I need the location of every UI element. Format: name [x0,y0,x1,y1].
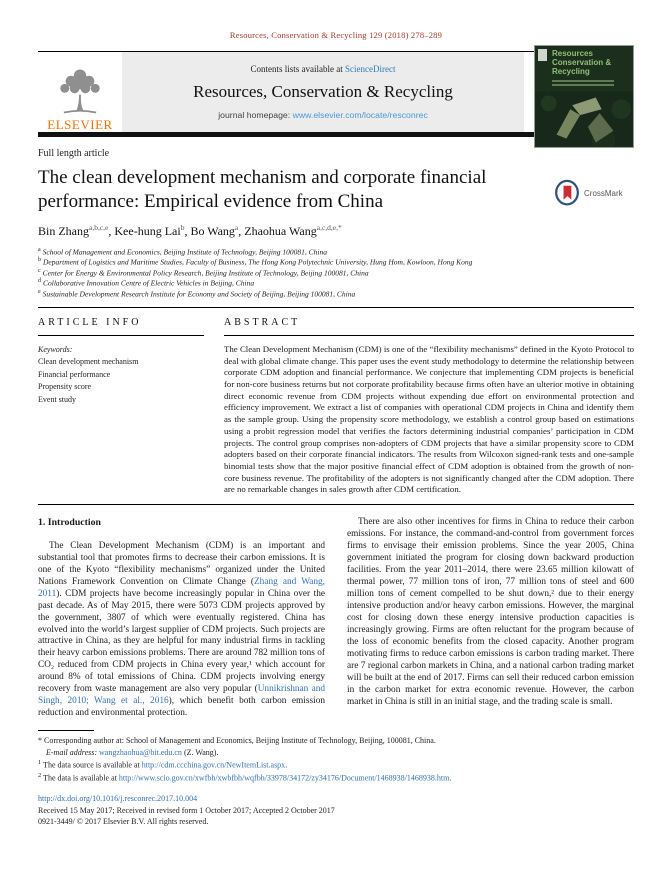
elsevier-logo[interactable] [38,52,122,132]
homepage-link[interactable]: www.elsevier.com/locate/resconrec [292,110,428,120]
doi-link[interactable]: http://dx.doi.org/10.1016/j.resconrec.2017.10.004 [38,794,198,804]
affiliation-text: School of Management and Economics, Beijing Institute of Technology, Beijing 100081, China [42,247,327,257]
cover-recycle-art [535,91,633,147]
citation-line: Resources, Conservation & Recycling 129 (2018) 278–289 [229,30,443,40]
abstract-text: The Clean Development Mechanism (CDM) is one of the “flexibility mechanisms” defined in the Kyoto Protocol to deal with global climate change. This paper uses the event study methodology to determine the relationship between corporate CDM adoption and financial performance. We conjecture that implementing CDM projects is beneficial for non-core business returns but not corporate profitability because firms often have an ulterior motive in obtaining direct economic revenue from CDM projects without expending due effort on environmental protection and efficiency improvement. We extract a list of companies with operational CDM projects in China and identify them as the sample group. Using the propensity score methodology, we establish a control group based on estimations using a probit regression model that verifies the factors determining industrial companies’ participation in CDM projects. The control group comprises non-adopters of CDM projects that have a similar propensity score to CDM adopters based on their corporate financial indicators. The results from Wilcoxon signed-rank tests and one-sample binomial tests show that the major positive financial effect of CDM adoption is obtained from the growth of non-core business revenue. The profitability of the adopters is not significantly changed after the CDM adoption. There are no remarkable changes in sales growth after CDM certification. [224,344,634,495]
email-line [38,747,634,758]
keyword-item: Clean development mechanism [38,357,139,367]
contents-note-text: Contents lists available at [250,64,345,74]
journal-banner [122,52,524,132]
article-footer [38,793,634,828]
abstract-heading: ABSTRACT [224,308,634,336]
abstract-column [224,308,634,496]
intro-heading: 1. Introduction [38,516,101,528]
intro-paragraph: The Clean Development Mechanism (CDM) is an important and substantial tool that promotes firms to decrease their carbon emissions. It is one of the Kyoto “flexibility mechanisms” organized under the United Nations Framework Convention on Climate Change (Zhang and Wang, 2011). CDM projects have become increasingly popular in China over the past decade. As of May 2015, there were 5073 CDM projects approved by the government, 3807 of which were eventually registered. China has evolved into the world’s largest supplier of CDM projects. Such projects are attractive in China, as they are helpful for many industrial firms in tackling their heavy carbon emissions problems. There are around 782 million tons of CO₂ reduced from CDM projects in China every year,¹ which account for around 8% of total emissions of China. CDM projects involving energy recovery from waste management are also very popular (Unnikrishnan and Singh, 2010; Wang et al., 2016), which benefit both carbon emission reduction and environmental protection. [38,540,326,719]
author: Bo Wang$^a$, [190,223,245,239]
keywords-label: Keywords: [38,345,73,355]
footnotes [38,730,634,784]
crossmark-icon [554,179,580,208]
author-sup[interactable]: a [234,223,239,233]
homepage-line [218,110,428,120]
doi-line [38,793,634,805]
email-label: E-mail address: [46,747,100,757]
crossmark-badge[interactable] [554,174,634,213]
body-left-column [38,517,325,720]
affiliation-text: Center for Energy & Environmental Policy Research, Beijing Institute of Technology, Beijing 100081, China [42,268,369,278]
keywords-block [38,344,204,406]
affiliation-line: $^e$ Sustainable Development Research Institute for Economy and Society of Beijing, Beijing 100081, China [38,288,356,299]
contents-note [251,64,396,74]
cover-logo-square [538,49,547,61]
homepage-label: journal homepage: [218,110,293,120]
author-name: Bin Zhang [38,224,89,239]
author-sup[interactable]: a,c,d,e,* [316,223,342,233]
keyword-item: Propensity score [38,382,92,392]
journal-title: Resources, Conservation & Recycling [193,82,453,101]
abstract-divider [38,504,634,505]
affiliation-line: $^d$ Collaborative Innovation Centre of Electric Vehicles in Beijing, China [38,278,255,288]
copyright-line: 0921-3449/ © 2017 Elsevier B.V. All rights reserved. [38,817,209,827]
article-info-column [38,308,204,496]
elsevier-wordmark: ELSEVIER [47,117,113,132]
author-name: Kee-hung Lai [114,224,181,239]
authors-line [38,223,634,239]
keyword-item: Event study [38,394,76,404]
email-link[interactable]: wangzhaohua@bit.edu.cn [99,747,182,757]
citation-link[interactable]: Unnikrishnan and Singh, 2010; Wang et al., 2016 [38,684,326,707]
page-title: The clean development mechanism and corporate financial performance: Empirical evidence from China [38,167,487,212]
author-name: Bo Wang [190,224,235,239]
author-sup[interactable]: b [180,223,185,233]
footnote-2: $^2$ The data is available at http://www.scio.gov.cn/xwfbh/xwbfbh/wqfbh/33978/34172/zy34176/Document/1468938/1468938.htm. [38,772,452,783]
received-line: Received 15 May 2017; Received in revised form 1 October 2017; Accepted 2 October 2017 [38,805,335,815]
author: Bin Zhang$^{a,b,c,e}$, [38,223,115,239]
affiliation-text: Department of Logistics and Maritime Studies, Faculty of Business, The Hong Kong Polytechnic University, Hung Hom, Kowloon, Hong Kong [43,257,473,267]
incentives-paragraph: There are also other incentives for firms in China to reduce their carbon emissions. For instance, the command-and-control from government forces firms to envisage their emission problems. Since the year 2005, China government initiated the program for closing down backward production facilities. From the year 2011–2014, there were 23.65 million kilowatt of thermal power, 77 million tons of iron, 77 million tons of steel and 600 million tons of cement compelled to be shut down,² due to their energy intensive production and/or heavy carbon emissions. However, the marginal cost for closing down these energy intensive production capacities is increasingly growing. Firms are often reluctant for the program because of the loss of economic benefits from the closed capacity. Another program motivating firms to reduce carbon emissions is carbon trading market. There are 7 regional carbon markets in China, and a national carbon trading market will be built at the end of 2017. Firms can sell their reduced carbon emission in the carbon market for extra economic revenue. However, the carbon market in China is still in an initial stage, and the trading scale is small. [347,516,634,707]
email-suffix: (Z. Wang). [181,747,219,757]
affiliation-line: $^a$ School of Management and Economics, Beijing Institute of Technology, Beijing 100081, China [38,247,327,257]
footnote-2-link[interactable]: http://www.scio.gov.cn/xwfbh/xwbfbh/wqfbh/33978/34172/zy34176/Document/1468938/1468938.htm [118,773,450,783]
affiliation-line: $^b$ Department of Logistics and Maritime Studies, Faculty of Business, The Hong Kong Polytechnic University, Hung Hom, Kowloon, Hong Kong [38,257,473,267]
sciencedirect-link[interactable]: ScienceDirect [345,64,396,74]
footnote-1: $^1$ The data source is available at http://cdm.ccchina.gov.cn/NewItemList.aspx. [38,759,288,770]
author-sup[interactable]: a,b,c,e [89,223,109,233]
citation-link[interactable]: Zhang and Wang, 2011 [38,576,325,599]
affiliation-line: $^c$ Center for Energy & Environmental Policy Research, Beijing Institute of Technology, Beijing 100081, China [38,267,369,278]
author: Kee-hung Lai$^b$, [114,223,191,239]
affiliation-text: Collaborative Innovation Centre of Electric Vehicles in Beijing, China [43,278,255,288]
affiliation-text: Sustainable Development Research Institute for Economy and Society of Beijing, Beijing 100081, China [42,289,356,299]
footnote-rule [38,730,94,731]
footnote-1-link[interactable]: http://cdm.ccchina.gov.cn/NewItemList.aspx [141,760,286,770]
keyword-item: Financial performance [38,369,111,379]
author [244,224,341,238]
cover-subtitle-lines [552,80,614,88]
cover-title: Resources Conservation & Recycling [552,49,612,76]
corresponding-author-note: * Corresponding author at: School of Management and Economics, Beijing Institute of Technology, Beijing, 100081, China. [38,736,436,746]
journal-cover[interactable] [534,45,634,148]
elsevier-tree-icon [53,65,107,117]
crossmark-label: CrossMark [584,189,623,199]
article-type: Full length article [38,148,110,159]
affiliations [38,247,634,299]
body-right-column [347,517,634,720]
header-box [38,51,634,137]
author-name: Zhaohua Wang [244,224,317,239]
article-info-heading: ARTICLE INFO [38,308,204,336]
